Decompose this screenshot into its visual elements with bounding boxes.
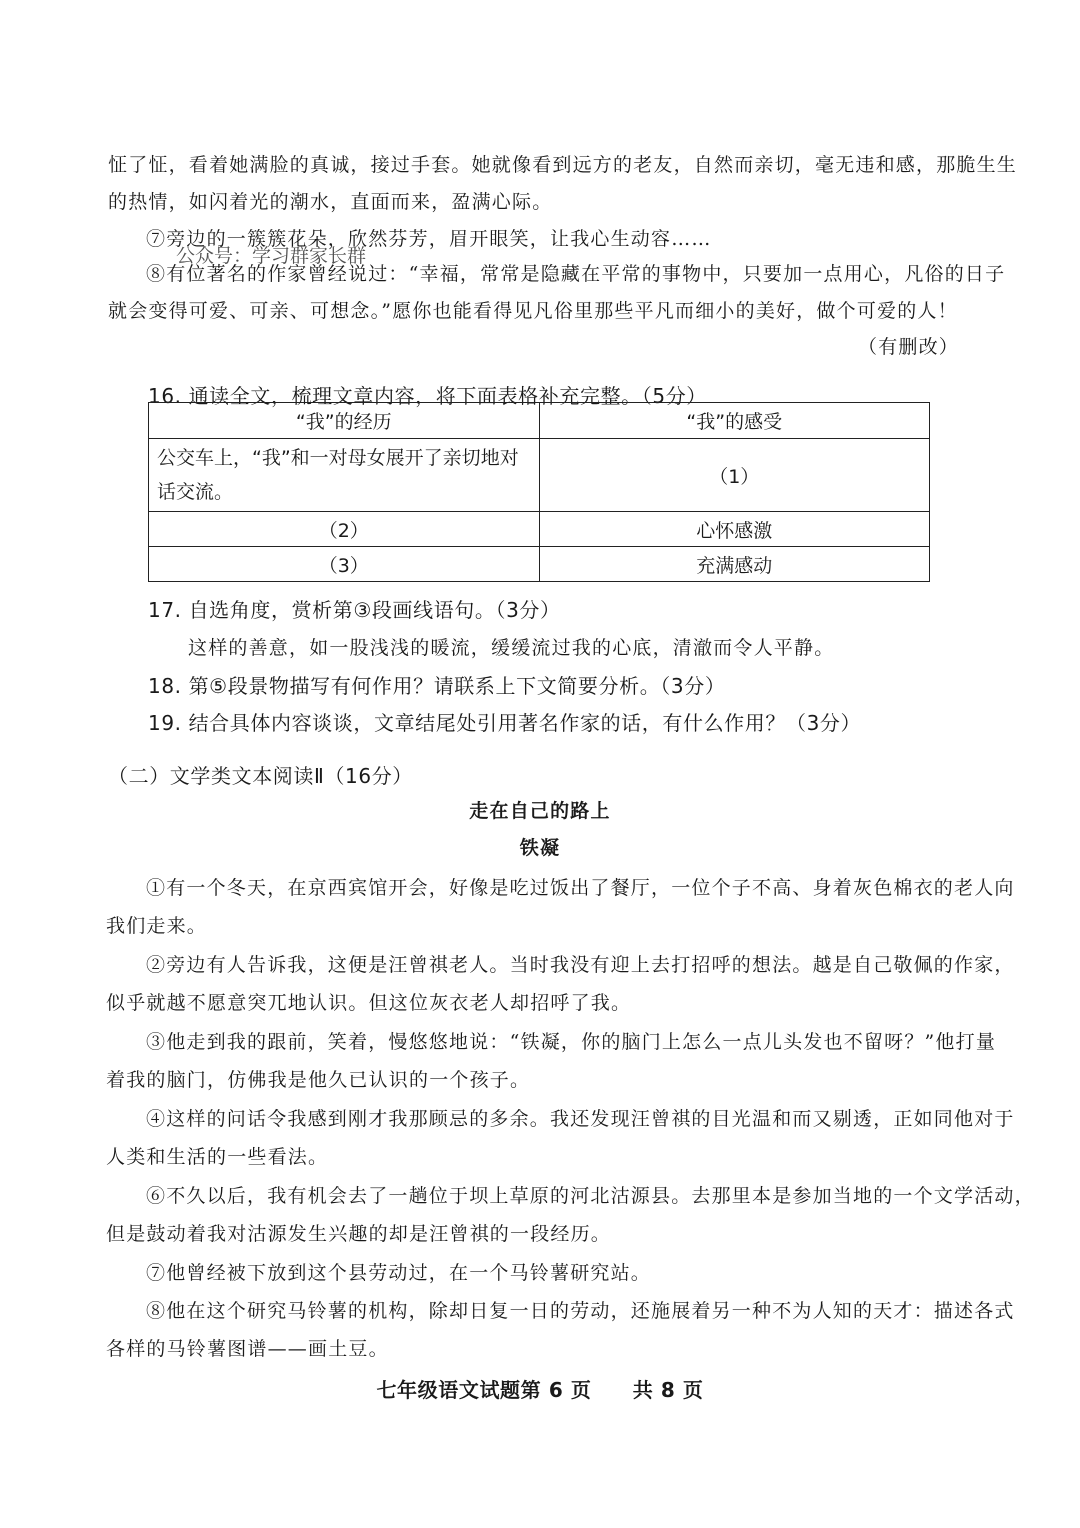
experience-table: [148, 402, 930, 582]
article-paragraph-4: ④这样的问话令我感到刚才我那顾忌的多余。我还发现汪曾祺的目光温和而又剔透，正如同他对于: [146, 1108, 1015, 1130]
passage-paragraph-8: ⑧有位著名的作家曾经说过：“幸福，常常是隐藏在平常的事物中，只要加一点用心，凡俗的日子: [146, 263, 1006, 285]
question-17-quote: 这样的善意，如一股浅浅的暖流，缓缓流过我的心底，清澈而令人平静。: [188, 637, 835, 659]
passage-line: 各样的马铃薯图谱——画土豆。: [106, 1338, 389, 1360]
table-cell: （2）: [149, 512, 540, 547]
article-paragraph-6: ⑥不久以后，我有机会去了一趟位于坝上草原的河北沽源县。去那里本是参加当地的一个文学活动，: [146, 1185, 1035, 1207]
passage-paragraph-7: ⑦旁边的一簇簇花朵，欣然芬芳，眉开眼笑，让我心生动容……: [146, 228, 712, 250]
table-row: [149, 438, 930, 512]
question-16: 16. 通读全文，梳理文章内容，将下面表格补充完整。（5分）: [148, 384, 707, 408]
table-row: [149, 547, 930, 582]
table-cell: 心怀感激: [539, 512, 930, 547]
article-paragraph-1: ①有一个冬天，在京西宾馆开会，好像是吃过饭出了餐厅，一位个子不高、身着灰色棉衣的老人向: [146, 877, 1015, 899]
page-footer: 七年级语文试题第 6 页 共 8 页: [376, 1378, 704, 1402]
table-cell: 充满感动: [539, 547, 930, 582]
table-cell: （3）: [149, 547, 540, 582]
article-title: 走在自己的路上: [469, 800, 611, 822]
table-cell: [149, 438, 540, 512]
question-19: 19. 结合具体内容谈谈，文章结尾处引用著名作家的话，有什么作用？（3分）: [148, 711, 862, 735]
article-paragraph-7: ⑦他曾经被下放到这个县劳动过，在一个马铃薯研究站。: [146, 1262, 652, 1284]
passage-line: 人类和生活的一些看法。: [106, 1146, 329, 1168]
table-row: [149, 512, 930, 547]
article-author: 铁凝: [519, 837, 561, 859]
question-18: 18. 第⑤段景物描写有何作用？请联系上下文简要分析。（3分）: [148, 674, 726, 698]
passage-line: 似乎就越不愿意突兀地认识。但这位灰衣老人却招呼了我。: [106, 992, 632, 1014]
watermark: 公众号：学习群家长群: [176, 245, 367, 267]
passage-line: 怔了怔，看着她满脸的真诚，接过手套。她就像看到远方的老友，自然而亲切，毫无违和感，那脆生生: [108, 154, 1018, 176]
passage-line: 我们走来。: [106, 915, 208, 937]
source-note: （有删改）: [858, 336, 960, 358]
table-header-feeling: “我”的感受: [539, 403, 930, 439]
question-17: 17. 自选角度，赏析第③段画线语句。（3分）: [148, 598, 561, 622]
article-paragraph-8: ⑧他在这个研究马铃薯的机构，除却日复一日的劳动，还施展着另一种不为人知的天才：描述各式: [146, 1300, 1015, 1322]
passage-line: 的热情，如闪着光的潮水，直面而来，盈满心际。: [108, 191, 553, 213]
passage-line: 着我的脑门，仿佛我是他久已认识的一个孩子。: [106, 1069, 531, 1091]
article-paragraph-2: ②旁边有人告诉我，这便是汪曾祺老人。当时我没有迎上去打招呼的想法。越是自己敬佩的作家，: [146, 954, 1015, 976]
table-header-experience: “我”的经历: [149, 403, 540, 439]
article-paragraph-3: ③他走到我的跟前，笑着，慢悠悠地说：“铁凝，你的脑门上怎么一点儿头发也不留呀？”他打量: [146, 1031, 997, 1053]
cell-line: 公交车上，“我”和一对母女展开了亲切地对: [157, 447, 519, 470]
cell-line: 话交流。: [157, 481, 234, 504]
section-heading: （二）文学类文本阅读Ⅱ（16分）: [108, 764, 413, 788]
table-cell: （1）: [539, 438, 930, 512]
passage-line: 就会变得可爱、可亲、可想念。”愿你也能看得见凡俗里那些平凡而细小的美好，做个可爱的人！: [108, 300, 958, 322]
passage-line: 但是鼓动着我对沽源发生兴趣的却是汪曾祺的一段经历。: [106, 1223, 612, 1245]
